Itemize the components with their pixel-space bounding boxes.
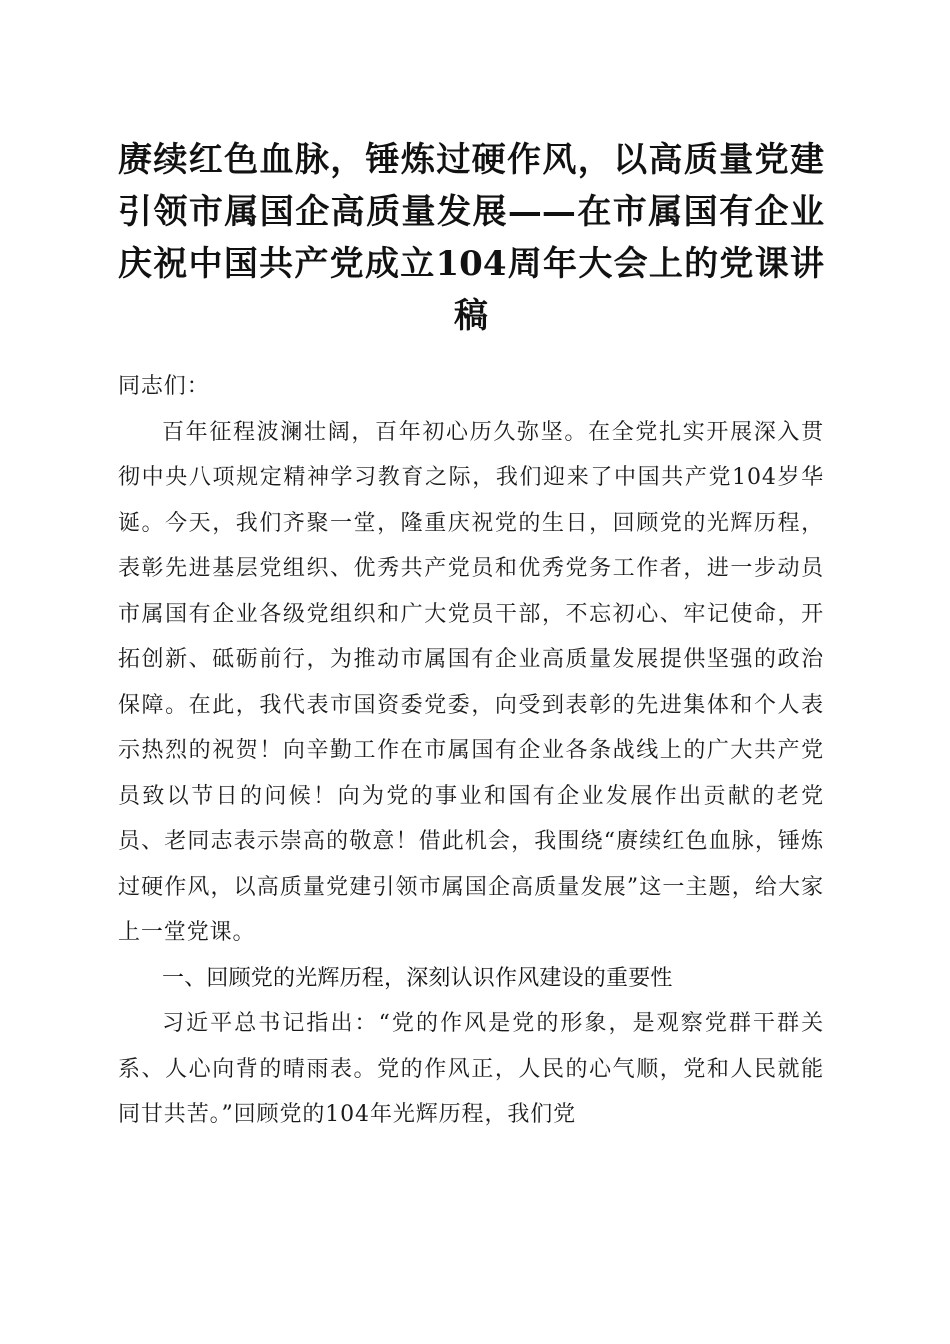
document-title: 赓续红色血脉，锤炼过硬作风，以高质量党建引领市属国企高质量发展——在市属国有企业庆祝中国共产党成立104周年大会上的党课讲稿: [118, 140, 824, 336]
section-paragraph: 习近平总书记指出：“党的作风是党的形象，是观察党群干群关系、人心向背的晴雨表。党的作风正，人民的心气顺，党和人民就能同甘共苦。”回顾党的104年光辉历程，我们党: [118, 1011, 824, 1127]
section-heading: 一、回顾党的光辉历程，深刻认识作风建设的重要性: [162, 965, 673, 991]
document-body: [118, 364, 824, 1138]
body-paragraph: 百年征程波澜壮阔，百年初心历久弥坚。在全党扎实开展深入贯彻中央八项规定精神学习教育之际，我们迎来了中国共产党104岁华诞。今天，我们齐聚一堂，隆重庆祝党的生日，回顾党的光辉历程，表彰先进基层党组织、优秀共产党员和优秀党务工作者，进一步动员市属国有企业各级党组织和广大党员干部，不忘初心、牢记使命，开拓创新、砥砺前行，为推动市属国有企业高质量发展提供坚强的政治保障。在此，我代表市国资委党委，向受到表彰的先进集体和个人表示热烈的祝贺！向辛勤工作在市属国有企业各条战线上的广大共产党员致以节日的问候！向为党的事业和国有企业发展作出贡献的老党员、老同志表示崇高的敬意！借此机会，我围绕“赓续红色血脉，锤炼过硬作风，以高质量党建引领市属国企高质量发展”这一主题，给大家上一堂党课。: [118, 419, 824, 945]
salutation: 同志们：: [118, 374, 210, 399]
